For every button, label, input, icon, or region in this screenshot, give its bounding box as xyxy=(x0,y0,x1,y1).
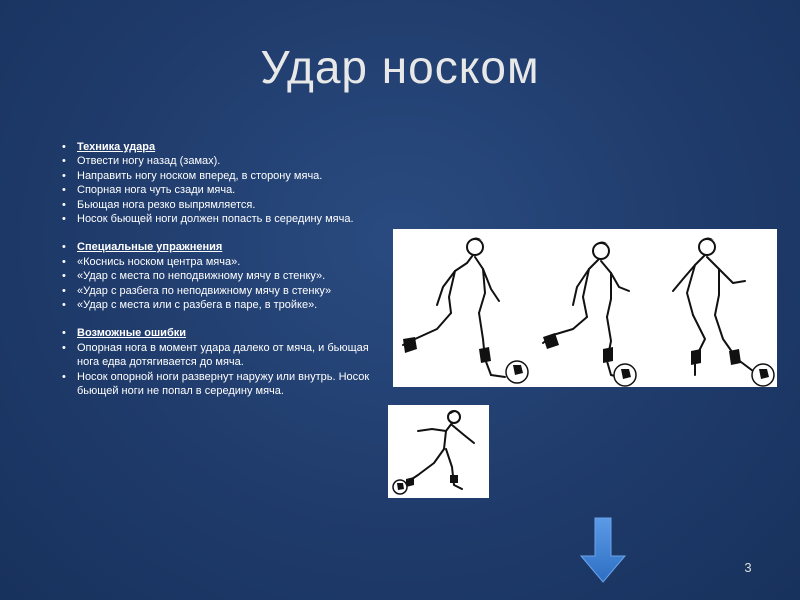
kick-error-drawing xyxy=(388,405,489,498)
list-item: • Направить ногу носком вперед, в сторону мяча. xyxy=(62,169,382,183)
list-item: • Носок опорной ноги развернут наружу или внутрь. Носок бьющей ноги не попал в середину мяча. xyxy=(62,370,382,399)
player-figure-3 xyxy=(673,237,774,386)
kick-error-illustration xyxy=(388,405,489,498)
section-heading-errors: • Возможные ошибки xyxy=(62,326,382,340)
list-item: • «Удар с места или с разбега в паре, в тройке». xyxy=(62,298,382,312)
section-heading-technique: • Техника удара xyxy=(62,140,382,154)
slide-title: Удар носком xyxy=(260,41,540,93)
list-item: • «Удар с места по неподвижному мячу в стенку». xyxy=(62,269,382,283)
section-heading-exercises: • Специальные упражнения xyxy=(62,240,382,254)
slide-number: 3 xyxy=(744,560,752,575)
list-item: • «Коснись носком центра мяча». xyxy=(62,255,382,269)
player-figure-1 xyxy=(403,237,528,383)
list-item: • «Удар с разбега по неподвижному мячу в стенку» xyxy=(62,284,382,298)
kick-sequence-illustration xyxy=(393,229,777,387)
list-item: • Спорная нога чуть сзади мяча. xyxy=(62,183,382,197)
arrow-down-icon xyxy=(579,516,627,584)
list-item: • Опорная нога в момент удара далеко от мяча, и бьющая нога едва дотягивается до мяча. xyxy=(62,341,382,370)
player-figure-error xyxy=(393,410,474,494)
list-item: • Отвести ногу назад (замах). xyxy=(62,154,382,168)
bullet-list xyxy=(62,140,382,399)
next-slide-arrow-button[interactable] xyxy=(579,516,627,584)
list-item: • Бьющая нога резко выпрямляется. xyxy=(62,198,382,212)
player-figure-2 xyxy=(543,241,636,386)
kick-sequence-drawing xyxy=(393,229,777,387)
list-spacer xyxy=(62,226,382,240)
list-item: • Носок бьющей ноги должен попасть в середину мяча. xyxy=(62,212,382,226)
bullet-content xyxy=(62,140,382,399)
list-spacer xyxy=(62,312,382,326)
